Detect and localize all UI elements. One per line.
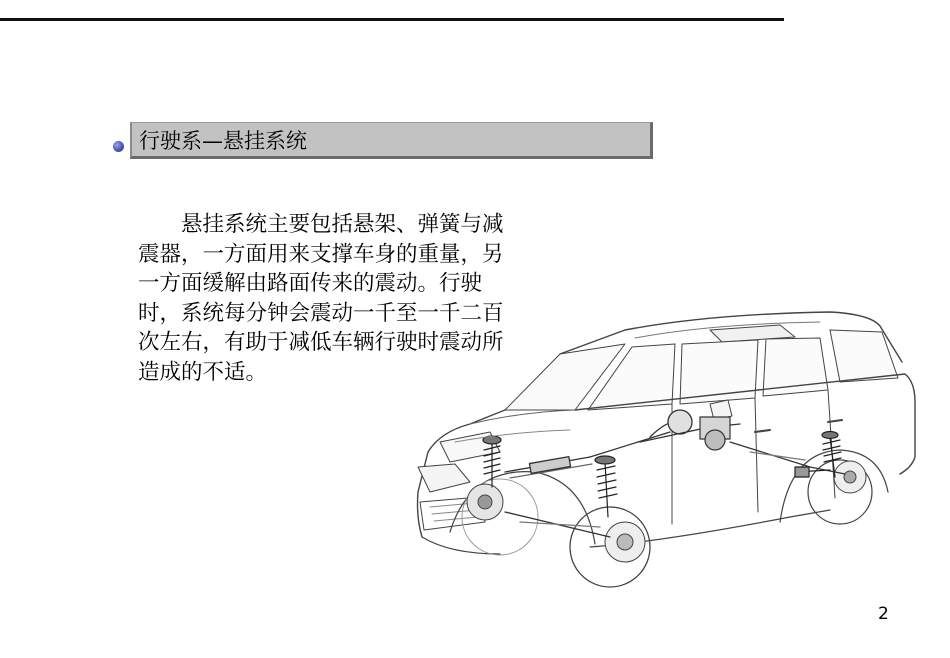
heading-box — [130, 122, 653, 159]
body-line: 时，系统每分钟会震动一千至一千二百 — [138, 300, 504, 326]
suv-suspension-illustration — [410, 292, 920, 592]
body-line: 一方面缓解由路面传来的震动。行驶 — [138, 271, 483, 296]
suv-suspension-icon — [410, 292, 920, 592]
body-line: 次左右，有助于减低车辆行驶时震动所 — [138, 330, 504, 355]
top-rule — [0, 18, 784, 21]
bullet-dot-icon — [113, 141, 124, 152]
body-line: 震器，一方面用来支撑车身的重量，另 — [138, 241, 504, 267]
body-line: 造成的不适。 — [138, 359, 268, 385]
body-line: 悬挂系统主要包括悬架、弹簧与减 — [181, 212, 504, 237]
slide-heading: 行驶系—悬挂系统 — [139, 129, 307, 153]
page-number: 2 — [878, 604, 889, 624]
